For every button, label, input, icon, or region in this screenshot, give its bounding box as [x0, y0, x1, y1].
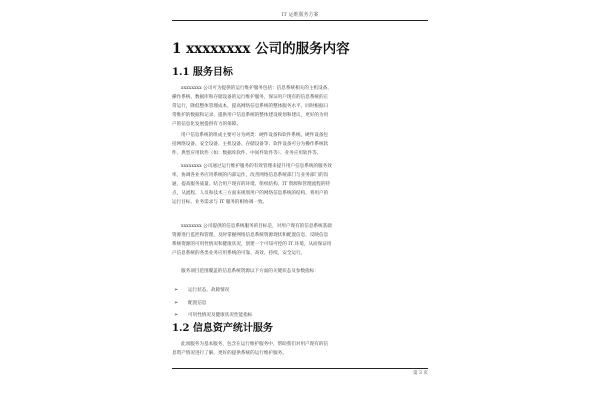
paragraph-5 — [172, 267, 430, 276]
status-bullet-list — [172, 284, 430, 322]
paragraph-3 — [172, 162, 430, 207]
paragraph-line: 操作系统、数据库和存储设备的运行维护服务，保证用户现有的信息系统的正 — [172, 95, 329, 100]
paragraph-line: 常维护的数据和记录，提供用户信息系统的整体建设规划和建议，更好的为用 — [172, 113, 329, 118]
paragraph-4 — [172, 222, 430, 258]
arrow-bullet-icon: ➢ — [174, 299, 179, 306]
paragraph-line: 点，从流程、人员和技术三方面来规划用户的网络信息系统的结构。将用户的 — [172, 191, 329, 196]
paragraph-line: 用户信息系统的组成主要可分为两类：硬件设备和软件系统。硬件设备包 — [181, 133, 329, 138]
page-header: IT 运维服务方案 — [172, 10, 428, 21]
document-page — [160, 0, 440, 400]
page-number: 第 3 页 — [412, 371, 428, 376]
paragraph-2 — [172, 131, 430, 158]
paragraph-line: 息资产情况进行了解，更好的提供系统的运行维护服务。 — [172, 351, 287, 356]
paragraph-line: 户信息系统的各类业务应用系统的可靠、高效、持续、安全运行。 — [172, 251, 306, 256]
section-heading-service-goals: 1.1 服务目标 — [172, 67, 233, 78]
paragraph-line: 括网络设备、安全设备、主机设备、存储设备等；软件设备可分为操作系统软 — [172, 142, 329, 147]
paragraph-6 — [172, 340, 430, 358]
paragraph-line: 件、典型应用软件（如：数据库软件、中间件软件等）、业务应用软件等。 — [172, 151, 322, 156]
list-item: ➢ 运行状态、故障情况 — [172, 284, 430, 297]
paragraph-line: 户的信息化发展提供有力的保障。 — [172, 122, 241, 127]
paragraph-line: 系统资源的可用性情况和健康状况，创建一个可知可控的 IT 环境，从而保证用 — [172, 242, 332, 247]
list-item: ➢ 可用性情况及健康状况性能指标 — [172, 309, 430, 322]
paragraph-line: xxxxxxxx 公司通过运行维护服务的有效管理来提升用户信息系统的服务效 — [181, 164, 332, 169]
paragraph-line: 率，协调各业务应用系统的内部运作，改善网络信息系统部门与业务部门的沟 — [172, 173, 329, 178]
paragraph-line: 常运行，降低整体管理成本，提高网络信息系统的整体服务水平。同时根据日 — [172, 104, 329, 109]
paragraph-line: 运行目标、业务需求与 IT 服务的相协调一致。 — [172, 200, 268, 205]
footer-rule — [172, 368, 428, 369]
paragraph-line: xxxxxxxx 公司可为提供的运行维护服务包括：信息系统相关的主机设备、 — [181, 86, 332, 91]
paragraph-line: 通，提高服务质量。结合用户现有的环境、组织结构、IT 资源和管理流程的特 — [172, 182, 330, 187]
paragraph-line: 服务项目范围覆盖的信息系统资源以下方面的关键状态及参数指标： — [181, 269, 319, 274]
paragraph-line: 此项服务为基本服务，包含在运行维护服务中，帮助我们对用户现有的信 — [181, 342, 329, 347]
paragraph-line: 资源进行监控和管理，及时掌握网络信息系统资源现状和配置信息，反映信息 — [172, 233, 329, 238]
list-item: ➢ 配置信息 — [172, 297, 430, 310]
arrow-bullet-icon: ➢ — [174, 312, 179, 318]
paragraph-line: xxxxxxxx 公司提供的信息系统服务的目标是，对用户现有的信息系统基础 — [181, 224, 332, 229]
paragraph-1 — [172, 84, 430, 129]
section-heading-asset-statistics: 1.2 信息资产统计服务 — [172, 323, 273, 334]
chapter-heading: 1 xxxxxxxx 公司的服务内容 — [172, 41, 350, 57]
arrow-bullet-icon: ➢ — [174, 287, 179, 293]
